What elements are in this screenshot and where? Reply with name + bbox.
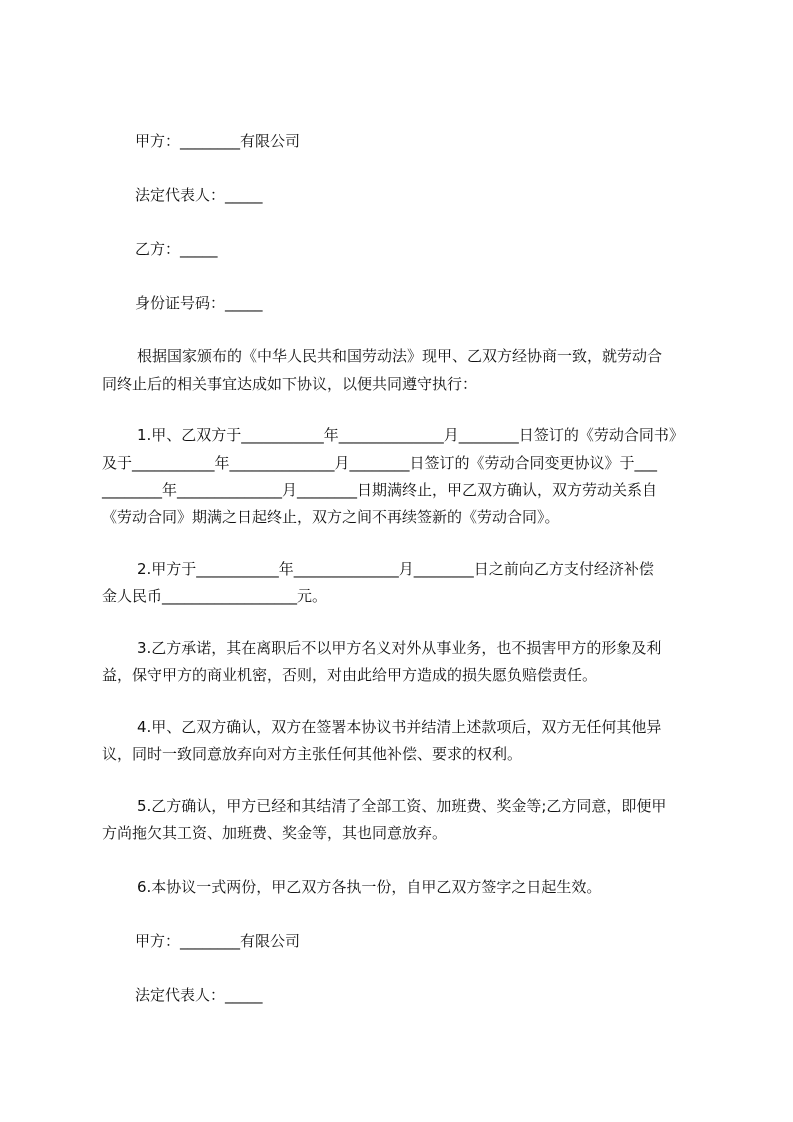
clause-3-line-1: 3.乙方承诺，其在离职后不以甲方名义对外从事业务，也不损害甲方的形象及利 [137, 639, 662, 657]
clause-6-line: 6.本协议一式两份，甲乙双方各执一份，自甲乙双方签字之日起生效。 [137, 878, 602, 896]
clause-1-line-4: 《劳动合同》期满之日起终止，双方之间不再续签新的《劳动合同》。 [102, 508, 560, 526]
id-number-line: 身份证号码：_____ [135, 294, 263, 312]
clause-3-line-2: 益，保守甲方的商业机密，否则，对由此给甲方造成的损失愿负赔偿责任。 [102, 666, 598, 684]
clause-4-line-1: 4.甲、乙双方确认，双方在签署本协议书并结清上述款项后，双方无任何其他异 [137, 718, 662, 736]
clause-5-line-1: 5.乙方确认，甲方已经和其结清了全部工资、加班费、奖金等;乙方同意，即便甲 [137, 797, 667, 815]
clause-2-line-2: 金人民币__________________元。 [102, 587, 328, 605]
legal-representative-line: 法定代表人：_____ [135, 186, 263, 204]
clause-4-line-2: 议，同时一致同意放弃向对方主张任何其他补偿、要求的权利。 [102, 745, 523, 763]
party-b-line: 乙方：_____ [135, 240, 218, 258]
clause-2-line-1: 2.甲方于___________年______________月________日之前向乙方支付经济补偿 [137, 560, 654, 578]
party-a-line: 甲方：________有限公司 [135, 132, 301, 150]
clause-1-line-1: 1.甲、乙双方于___________年______________月________日签订的《劳动合同书》 [137, 426, 684, 444]
clause-5-line-2: 方尚拖欠其工资、加班费、奖金等，其也同意放弃。 [102, 824, 448, 842]
intro-line-1: 根据国家颁布的《中华人民共和国劳动法》现甲、乙双方经协商一致，就劳动合 [137, 347, 663, 365]
intro-line-2: 同终止后的相关事宜达成如下协议，以便共同遵守执行： [102, 375, 478, 393]
legal-representative-signature-line: 法定代表人：_____ [135, 986, 263, 1004]
party-a-signature-line: 甲方：________有限公司 [135, 932, 301, 950]
clause-1-line-2: 及于___________年______________月________日签订的《劳动合同变更协议》于___ [102, 454, 658, 472]
clause-1-line-3: ________年______________月________日期满终止，甲乙双方确认，双方劳动关系自 [102, 481, 658, 499]
